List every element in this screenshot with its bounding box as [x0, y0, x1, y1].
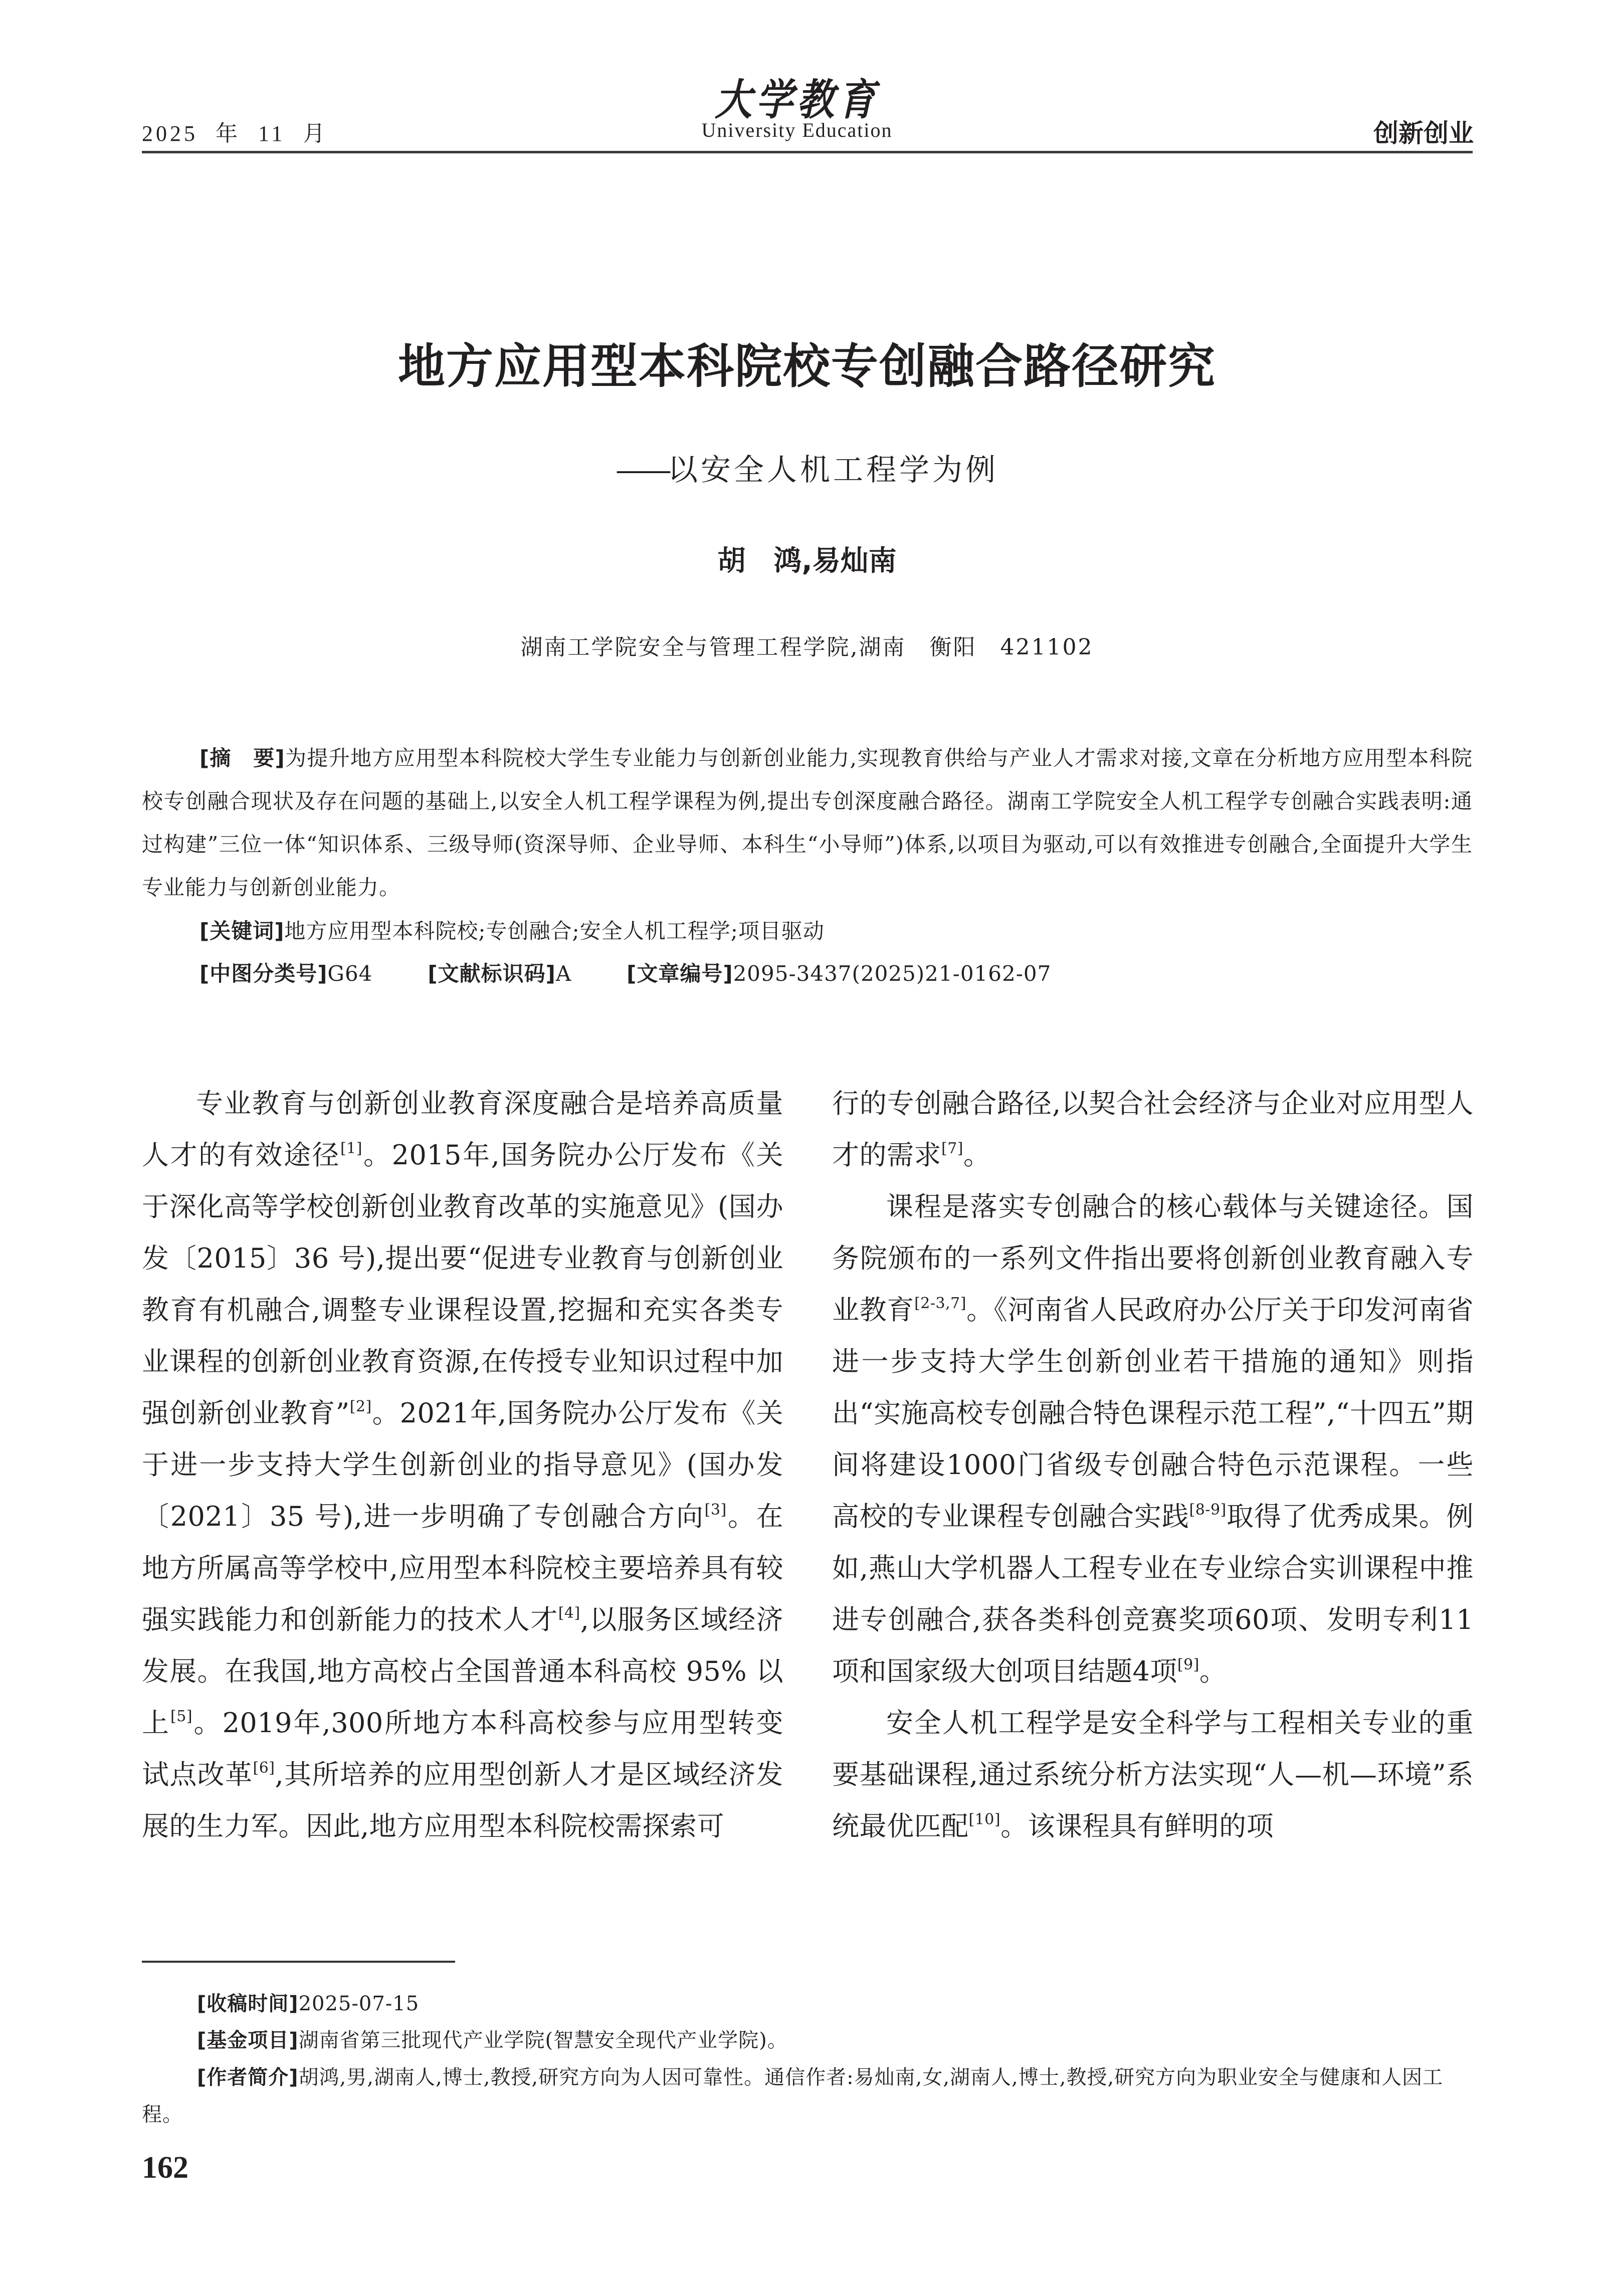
authors: 胡 鸿,易灿南 — [717, 545, 897, 577]
clc-value: G64 — [327, 961, 373, 986]
citation-ref[interactable]: [10] — [968, 1811, 1001, 1828]
page-number: 162 — [142, 2151, 188, 2185]
abstract — [142, 737, 1473, 909]
body-text: 。 — [963, 1139, 991, 1171]
doc-code-label: [文献标识码] — [428, 961, 556, 986]
footnote-received — [142, 1986, 1528, 2022]
body-text: 专业教育与创新创业教育深度融合是培养高质量人才的有效途径 — [142, 1088, 783, 1171]
citation-ref[interactable]: [1] — [340, 1140, 362, 1157]
body-text: ,以服务区域经济发展。在我国,地方高校占全国普通本科高校 95% 以上 — [142, 1604, 784, 1739]
citation-ref[interactable]: [2] — [349, 1398, 372, 1415]
citation-ref[interactable]: [8-9] — [1189, 1501, 1227, 1519]
body-paragraph — [832, 1181, 1474, 1697]
body-column-right — [832, 1078, 1474, 1852]
body-text: 。 — [1199, 1655, 1227, 1687]
author-bio-value: 胡鸿,男,湖南人,博士,教授,研究方向为人因可靠性。通信作者:易灿南,女,湖南人,博士,教授,研究方向为职业安全与健康和人因工程。 — [142, 2066, 1444, 2126]
body-text: 。该课程具有鲜明的项 — [1000, 1810, 1274, 1842]
body-text: 。2021年,国务院办公厅发布《关于进一步支持大学生创新创业的指导意见》(国办发〔2021〕35 号),进一步明确了专创融合方向 — [142, 1397, 784, 1532]
column-name: 创新创业 — [1373, 119, 1474, 148]
subtitle-dash: —— — [616, 453, 668, 488]
body-paragraph — [142, 1078, 783, 1852]
abstract-text: 为提升地方应用型本科院校大学生专业能力与创新创业能力,实现教育供给与产业人才需求对接,文章在分析地方应用型本科院校专创融合现状及存在问题的基础上,以安全人机工程学课程为例,提出专创深度融合路径。湖南工学院安全人机工程学专创融合实践表明:通过构建”三位一体“知识体系、三级导师(资深导师、企业导师、本科生“小导师”)体系,以项目为驱动,可以有效推进专创融合,全面提升大学生专业能力与创新创业能力。 — [142, 746, 1473, 900]
keywords-label: [关键词] — [199, 919, 285, 943]
body-text: 。2015年,国务院办公厅发布《关于深化高等学校创新创业教育改革的实施意见》(国办发〔2015〕36 号),提出要“促进专业教育与创新创业教育有机融合,调整专业课程设置,挖掘和充实各类专业课程的创新创业教育资源,在传授专业知识过程中加强创新创业教育” — [142, 1139, 783, 1429]
citation-ref[interactable]: [2-3,7] — [914, 1295, 966, 1312]
received-value: 2025-07-15 — [298, 1992, 420, 2015]
body-paragraph — [832, 1078, 1474, 1181]
body-text: 行的专创融合路径,以契合社会经济与企业对应用型人才的需求 — [832, 1088, 1474, 1171]
body-text: 。2019年,300所地方本科高校参与应用型转变试点改革 — [142, 1707, 784, 1790]
received-label: [收稿时间] — [197, 1992, 299, 2015]
clc-label: [中图分类号] — [199, 961, 328, 986]
author-bio-label: [作者简介] — [197, 2066, 299, 2089]
article-number-label: [文章编号] — [627, 961, 733, 986]
issue-date: 2025 年 11 月 — [142, 121, 328, 146]
body-text: 。《河南省人民政府办公厅关于印发河南省进一步支持大学生创新创业若干措施的通知》则指出“实施高校专创融合特色课程示范工程”,“十四五”期间将建设1000门省级专创融合特色示范课程。一些高校的专业课程专创融合实践 — [832, 1294, 1474, 1532]
body-text: 取得了优秀成果。例如,燕山大学机器人工程专业在专业综合实训课程中推进专创融合,获各类科创竞赛奖项60项、发明专利11项和国家级大创项目结题4项 — [832, 1501, 1474, 1687]
subtitle-text: 以安全人机工程学为例 — [668, 453, 998, 488]
fund-label: [基金项目] — [197, 2029, 299, 2052]
affiliation: 湖南工学院安全与管理工程学院,湖南 衡阳 421102 — [520, 635, 1094, 660]
header-rule — [142, 151, 1473, 153]
keywords — [142, 910, 1530, 953]
citation-ref[interactable]: [5] — [170, 1708, 193, 1725]
article-title: 地方应用型本科院校专创融合路径研究 — [397, 339, 1216, 394]
citation-ref[interactable]: [3] — [704, 1501, 727, 1519]
doc-code-value: A — [555, 961, 572, 986]
citation-ref[interactable]: [6] — [253, 1759, 275, 1777]
journal-logo: 大学教育 — [715, 75, 879, 125]
abstract-label: [摘 要] — [199, 746, 285, 770]
footnote-rule — [142, 1961, 455, 1963]
article-subtitle — [0, 446, 1614, 489]
body-text: 安全人机工程学是安全科学与工程相关专业的重要基础课程,通过系统分析方法实现“人—机—环境”系统最优匹配 — [832, 1707, 1474, 1842]
citation-ref[interactable]: [7] — [941, 1140, 963, 1157]
footnote-fund — [142, 2022, 1528, 2058]
footnote-author — [142, 2059, 1473, 2133]
body-paragraph — [832, 1697, 1474, 1852]
citation-ref[interactable]: [4] — [558, 1604, 580, 1622]
body-text: 。在地方所属高等学校中,应用型本科院校主要培养具有较强实践能力和创新能力的技术人才 — [142, 1501, 784, 1635]
citation-ref[interactable]: [9] — [1177, 1656, 1199, 1674]
article-number-value: 2095-3437(2025)21-0162-07 — [733, 961, 1052, 986]
body-column-left — [142, 1078, 783, 1852]
body-text: 课程是落实专创融合的核心载体与关键途径。国务院颁布的一系列文件指出要将创新创业教育融入专业教育 — [832, 1191, 1474, 1326]
classification-line — [142, 952, 1530, 995]
keywords-text: 地方应用型本科院校;专创融合;安全人机工程学;项目驱动 — [284, 919, 825, 943]
journal-name-english: University Education — [701, 119, 893, 141]
body-text: ,其所培养的应用型创新人才是区域经济发展的生力军。因此,地方应用型本科院校需探索可 — [142, 1759, 783, 1842]
fund-value: 湖南省第三批现代产业学院(智慧安全现代产业学院)。 — [298, 2029, 788, 2052]
